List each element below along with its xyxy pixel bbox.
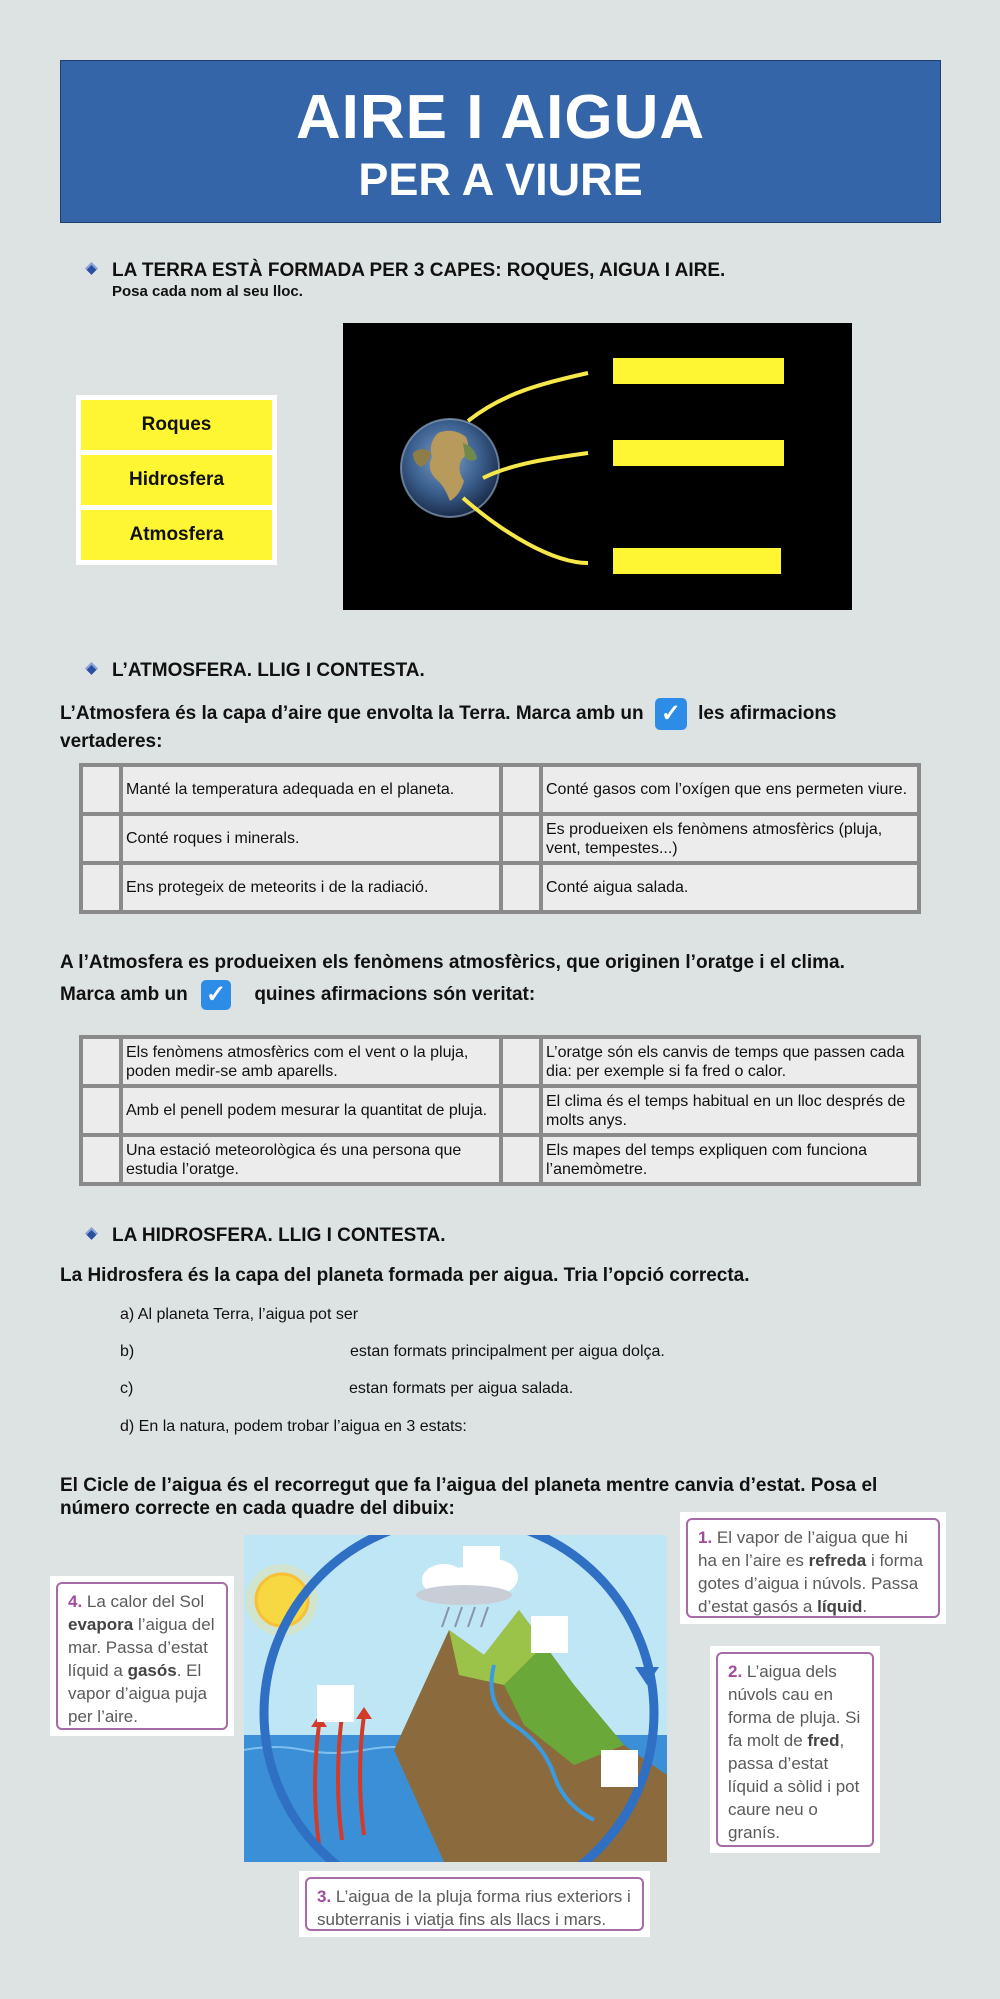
earth-diagram bbox=[343, 323, 852, 610]
section4-intro-line1: El Cicle de l’aigua és el recorregut que fa l’aigua del planeta mentre canvia d’estat. Posa el bbox=[60, 1475, 878, 1496]
answer-box-mountain[interactable] bbox=[531, 1616, 568, 1653]
card-precipitation-text bbox=[716, 1652, 874, 1847]
card-evaporation bbox=[50, 1576, 234, 1736]
atmosphere-table-1 bbox=[79, 763, 921, 914]
statement-cell: Una estació meteorològica és una persona que estudia l’oratge. bbox=[121, 1135, 501, 1184]
title-banner bbox=[60, 60, 941, 223]
page-subtitle: PER A VIURE bbox=[358, 154, 643, 205]
question-b-label: b) bbox=[120, 1343, 135, 1360]
water-cycle-svg bbox=[244, 1535, 667, 1862]
checkbox[interactable] bbox=[81, 1086, 121, 1135]
section2-para2-mark bbox=[60, 980, 535, 1010]
checkbox[interactable] bbox=[501, 1086, 541, 1135]
statement-cell: Manté la temperatura adequada en el planeta. bbox=[121, 765, 501, 814]
card-text: . El vapor d’aigua puja per l’aire. bbox=[68, 1661, 207, 1726]
card-text: El vapor de l’aigua que hi ha en l’aire es bbox=[698, 1528, 908, 1570]
section1-heading: LA TERRA ESTÀ FORMADA PER 3 CAPES: ROQUES, AIGUA I AIRE. bbox=[112, 260, 726, 281]
pointer-line-1 bbox=[468, 373, 588, 421]
pointer-line-3 bbox=[463, 498, 588, 563]
card-number: 4. bbox=[68, 1592, 83, 1611]
statement-cell: Es produeixen els fenòmens atmosfèrics (pluja, vent, tempestes...) bbox=[541, 814, 919, 863]
question-c-text: estan formats per aigua salada. bbox=[349, 1380, 574, 1397]
statement-cell: Els fenòmens atmosfèrics com el vent o la pluja, poden medir-se amb aparells. bbox=[121, 1037, 501, 1086]
section2-intro bbox=[60, 698, 940, 753]
statement-cell: El clima és el temps habitual en un lloc després de molts anys. bbox=[541, 1086, 919, 1135]
card-text: . bbox=[862, 1597, 868, 1616]
statement-cell: Conté aigua salada. bbox=[541, 863, 919, 912]
checkbox[interactable] bbox=[501, 863, 541, 912]
statement-cell: Conté roques i minerals. bbox=[121, 814, 501, 863]
statement-cell: Els mapes del temps expliquen com funciona l’anemòmetre. bbox=[541, 1135, 919, 1184]
answer-slot-1[interactable] bbox=[613, 358, 784, 384]
card-bold: refreda bbox=[808, 1551, 867, 1570]
card-text: , passa d’estat líquid a sòlid i pot caure neu o granís. bbox=[728, 1731, 860, 1842]
intro-text-b: les afirmacions bbox=[698, 703, 837, 725]
card-number: 1. bbox=[698, 1528, 713, 1547]
statement-cell: Amb el penell podem mesurar la quantitat de pluja. bbox=[121, 1086, 501, 1135]
card-number: 3. bbox=[317, 1887, 332, 1906]
page-title: AIRE I AIGUA bbox=[295, 83, 706, 152]
answer-slot-3[interactable] bbox=[613, 548, 781, 574]
answer-box-river[interactable] bbox=[601, 1750, 638, 1787]
checkbox[interactable] bbox=[81, 814, 121, 863]
card-runoff bbox=[299, 1871, 650, 1937]
card-text: L’aigua de la pluja forma rius exteriors i subterranis i viatja fins als llacs i mars. bbox=[317, 1887, 631, 1929]
section3-intro: La Hidrosfera és la capa del planeta formada per aigua. Tria l’opció correcta. bbox=[60, 1265, 750, 1286]
para2-text-a: Marca amb un bbox=[60, 984, 188, 1006]
question-b-text: estan formats principalment per aigua dolça. bbox=[350, 1343, 665, 1360]
check-icon: ✓ bbox=[201, 980, 231, 1010]
card-condensation-text bbox=[686, 1518, 940, 1618]
question-a: a) Al planeta Terra, l’aigua pot ser bbox=[120, 1306, 359, 1323]
check-icon: ✓ bbox=[655, 698, 687, 730]
statement-cell: L’oratge són els canvis de temps que passen cada dia: per exemple si fa fred o calor. bbox=[541, 1037, 919, 1086]
section3-heading: LA HIDROSFERA. LLIG I CONTESTA. bbox=[112, 1225, 446, 1246]
intro-text-a: L’Atmosfera és la capa d’aire que envolta la Terra. Marca amb un bbox=[60, 703, 644, 725]
card-bold: fred bbox=[807, 1731, 840, 1750]
checkbox[interactable] bbox=[501, 814, 541, 863]
statement-cell: Ens protegeix de meteorits i de la radiació. bbox=[121, 863, 501, 912]
checkbox[interactable] bbox=[81, 765, 121, 814]
section1-instruction: Posa cada nom al seu lloc. bbox=[112, 283, 303, 300]
checkbox[interactable] bbox=[81, 1135, 121, 1184]
label-bank bbox=[76, 395, 277, 565]
checkbox[interactable] bbox=[81, 1037, 121, 1086]
card-text: L’aigua dels núvols cau en forma de pluja. Si fa molt de bbox=[728, 1662, 861, 1750]
checkbox[interactable] bbox=[81, 863, 121, 912]
card-bold: líquid bbox=[817, 1597, 863, 1616]
checkbox[interactable] bbox=[501, 1135, 541, 1184]
label-hidrosfera[interactable]: Hidrosfera bbox=[81, 455, 272, 505]
answer-box-evaporation[interactable] bbox=[317, 1685, 354, 1722]
atmosphere-table-2 bbox=[79, 1035, 921, 1186]
checkbox[interactable] bbox=[501, 1037, 541, 1086]
section4-intro-line2: número correcte en cada quadre del dibuix: bbox=[60, 1498, 455, 1519]
earth-globe-icon bbox=[401, 419, 499, 517]
statement-cell: Conté gasos com l’oxígen que ens permeten viure. bbox=[541, 765, 919, 814]
label-atmosfera[interactable]: Atmosfera bbox=[81, 510, 272, 560]
card-runoff-text bbox=[305, 1877, 644, 1931]
card-bold: evapora bbox=[68, 1615, 134, 1634]
intro-text-c: vertaderes: bbox=[60, 731, 163, 752]
answer-slot-2[interactable] bbox=[613, 440, 784, 466]
section2-para2: A l’Atmosfera es produeixen els fenòmens atmosfèrics, que originen l’oratge i el clima. bbox=[60, 952, 845, 973]
card-text: i forma gotes d’aigua i núvols. Passa d’estat gasós a bbox=[698, 1551, 923, 1616]
section2-heading: L’ATMOSFERA. LLIG I CONTESTA. bbox=[112, 660, 425, 681]
card-number: 2. bbox=[728, 1662, 743, 1681]
card-evaporation-text bbox=[56, 1582, 228, 1730]
card-condensation bbox=[680, 1512, 946, 1624]
water-cycle-illustration bbox=[244, 1535, 667, 1862]
card-text: l’aigua del mar. Passa d’estat líquid a bbox=[68, 1615, 215, 1680]
card-text: La calor del Sol bbox=[86, 1592, 205, 1611]
card-precipitation bbox=[710, 1646, 880, 1853]
para2-text-b: quines afirmacions són veritat: bbox=[254, 984, 536, 1006]
checkbox[interactable] bbox=[501, 765, 541, 814]
label-roques[interactable]: Roques bbox=[81, 400, 272, 450]
answer-box-cloud[interactable] bbox=[463, 1546, 500, 1583]
question-c-label: c) bbox=[120, 1380, 134, 1397]
question-d: d) En la natura, podem trobar l’aigua en 3 estats: bbox=[120, 1418, 467, 1435]
card-bold: gasós bbox=[127, 1661, 177, 1680]
